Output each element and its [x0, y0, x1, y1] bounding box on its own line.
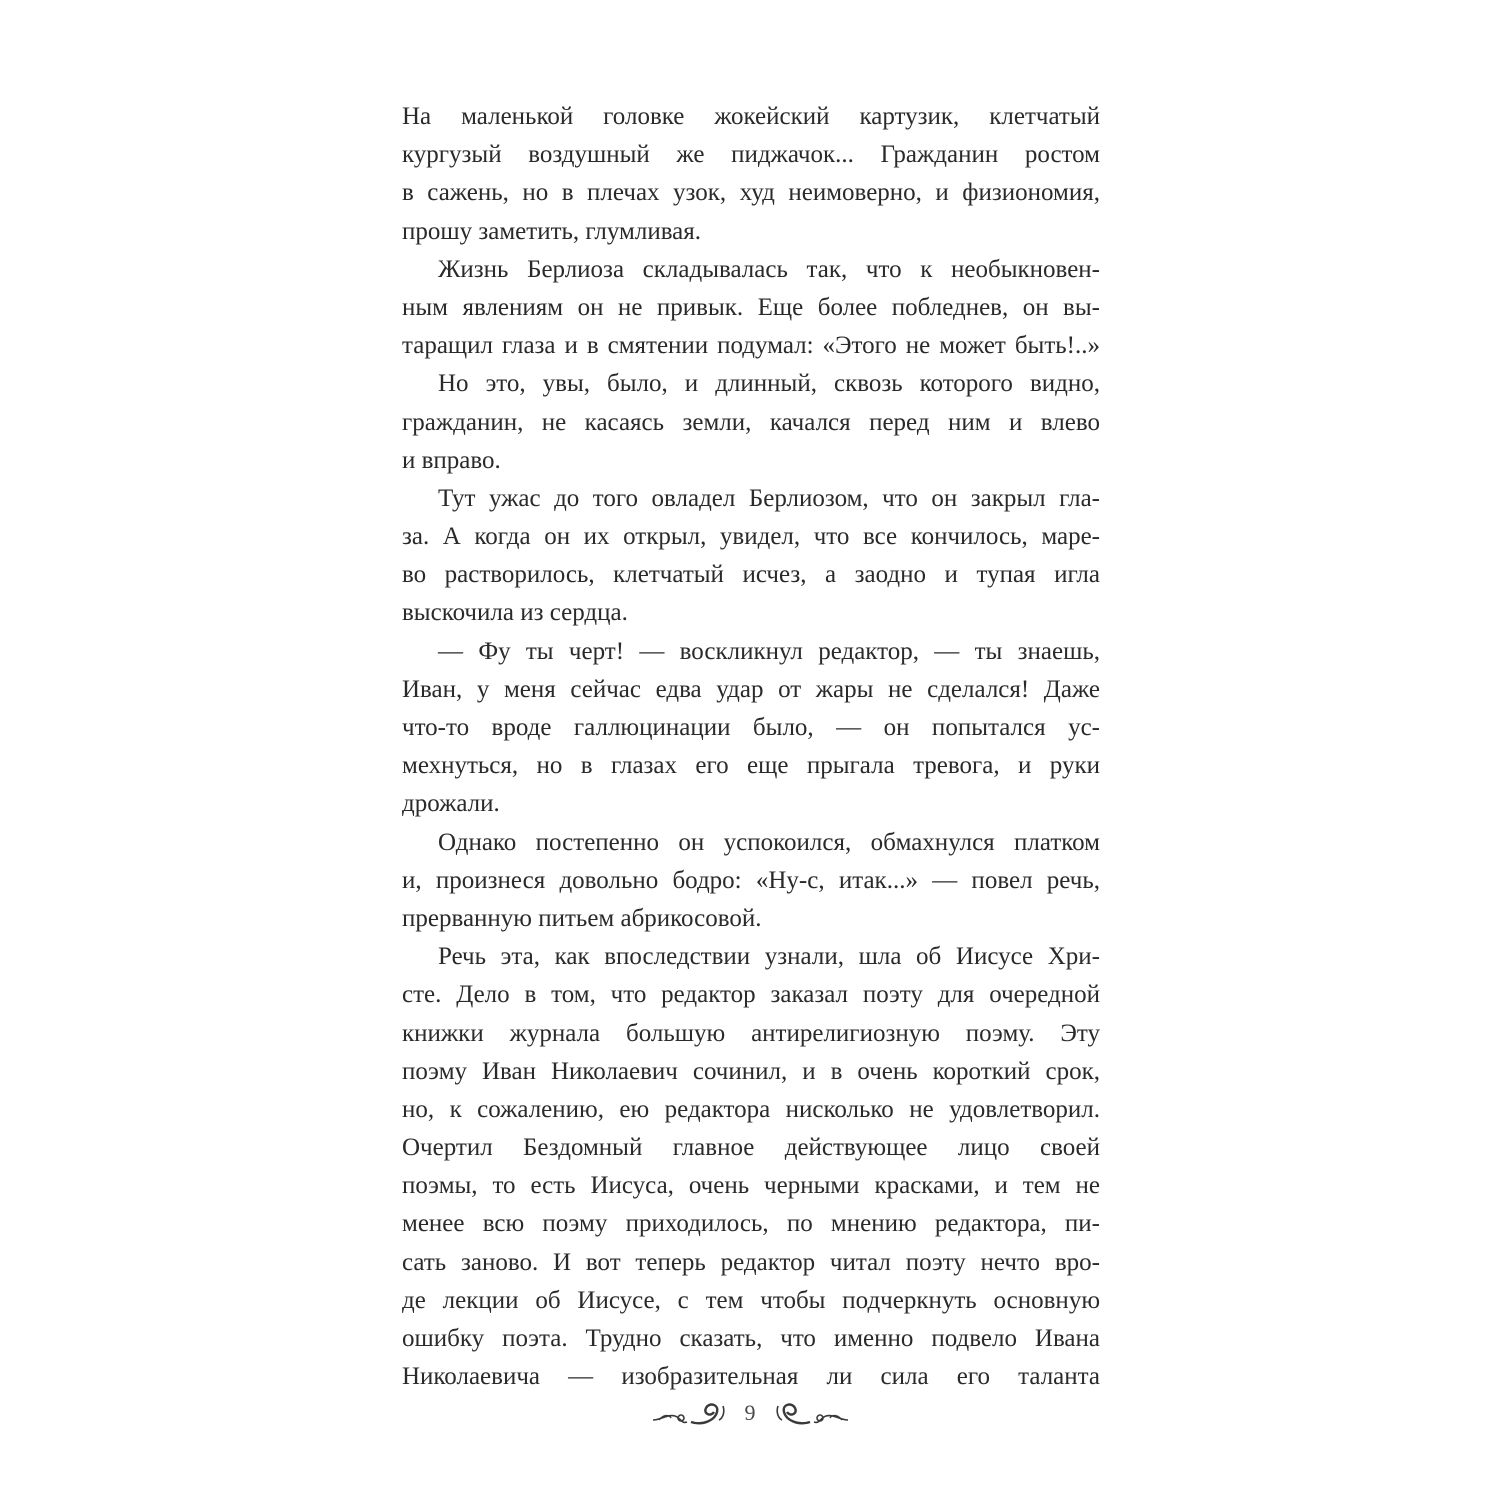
text-line: дрожали. — [402, 790, 500, 818]
text-line: что-то вроде галлюцинации было, — он попытался ус- — [402, 714, 1100, 741]
text-line: но, к сожалению, ею редактора нисколько не удовлетворил. — [402, 1095, 1100, 1123]
text-line: прошу заметить, глумливая. — [402, 217, 702, 245]
text-line: поэму Иван Николаевич сочинил, и в очень короткий срок, — [402, 1057, 1100, 1085]
text-line: Николаевича — изобразительная ли сила его таланта — [402, 1363, 1100, 1391]
text-line: мехнуться, но в глазах его еще прыгала тревога, и руки — [402, 752, 1100, 780]
left-flourish-ornament — [651, 1398, 731, 1428]
text-line: таращил глаза и в смятении подумал: «Этого не может быть!..» — [402, 332, 1100, 360]
text-line: На маленькой головке жокейский картузик, клетчатый — [402, 103, 1100, 130]
text-line: и вправо. — [402, 446, 501, 474]
text-line: прерванную питьем абрикосовой. — [402, 904, 762, 932]
text-line: менее всю поэму приходилось, по мнению редактора, пи- — [402, 1210, 1100, 1238]
text-line: Однако постепенно он успокоился, обмахнулся платком — [438, 828, 1100, 856]
text-line: сать заново. И вот теперь редактор читал поэту нечто вро- — [402, 1248, 1100, 1276]
text-line: поэмы, то есть Иисуса, очень черными красками, и тем не — [402, 1172, 1100, 1200]
text-line: де лекции об Иисусе, с тем чтобы подчеркнуть основную — [402, 1286, 1100, 1314]
text-line: книжки журнала большую антирелигиозную поэму. Эту — [402, 1019, 1100, 1047]
text-line: сте. Дело в том, что редактор заказал поэту для очередной — [402, 981, 1100, 1009]
text-line: Но это, увы, было, и длинный, сквозь которого видно, — [438, 370, 1100, 398]
text-line: Жизнь Берлиоза складывалась так, что к необыкновен- — [438, 255, 1100, 283]
body-text — [402, 98, 1100, 1396]
text-line: кургузый воздушный же пиджачок... Гражданин ростом — [402, 141, 1100, 169]
text-line: ошибку поэта. Трудно сказать, что именно подвело Ивана — [402, 1325, 1100, 1352]
text-line: и, произнеся довольно бодро: «Ну-с, итак...» — повел речь, — [402, 866, 1100, 894]
text-line: Тут ужас до того овладел Берлиозом, что он закрыл гла- — [438, 484, 1100, 512]
text-line: Речь эта, как впоследствии узнали, шла об Иисусе Хри- — [438, 943, 1100, 971]
right-flourish-ornament — [770, 1398, 850, 1428]
text-line: за. А когда он их открыл, увидел, что все кончилось, маре- — [402, 523, 1100, 551]
text-line: Очертил Бездомный главное действующее лицо своей — [402, 1134, 1100, 1162]
page-number: 9 — [744, 1400, 756, 1425]
text-line: ным явлениям он не привык. Еще более побледнев, он вы- — [402, 293, 1100, 321]
text-line: во растворилось, клетчатый исчез, а заодно и тупая игла — [402, 561, 1100, 589]
page-footer — [0, 1396, 1500, 1436]
text-line: выскочила из сердца. — [402, 599, 628, 627]
text-line: в сажень, но в плечах узок, худ неимоверно, и физиономия, — [402, 179, 1100, 207]
text-line: — Фу ты черт! — воскликнул редактор, — ты знаешь, — [438, 637, 1100, 665]
text-line: гражданин, не касаясь земли, качался перед ним и влево — [402, 408, 1100, 436]
text-line: Иван, у меня сейчас едва удар от жары не сделался! Даже — [402, 675, 1100, 703]
